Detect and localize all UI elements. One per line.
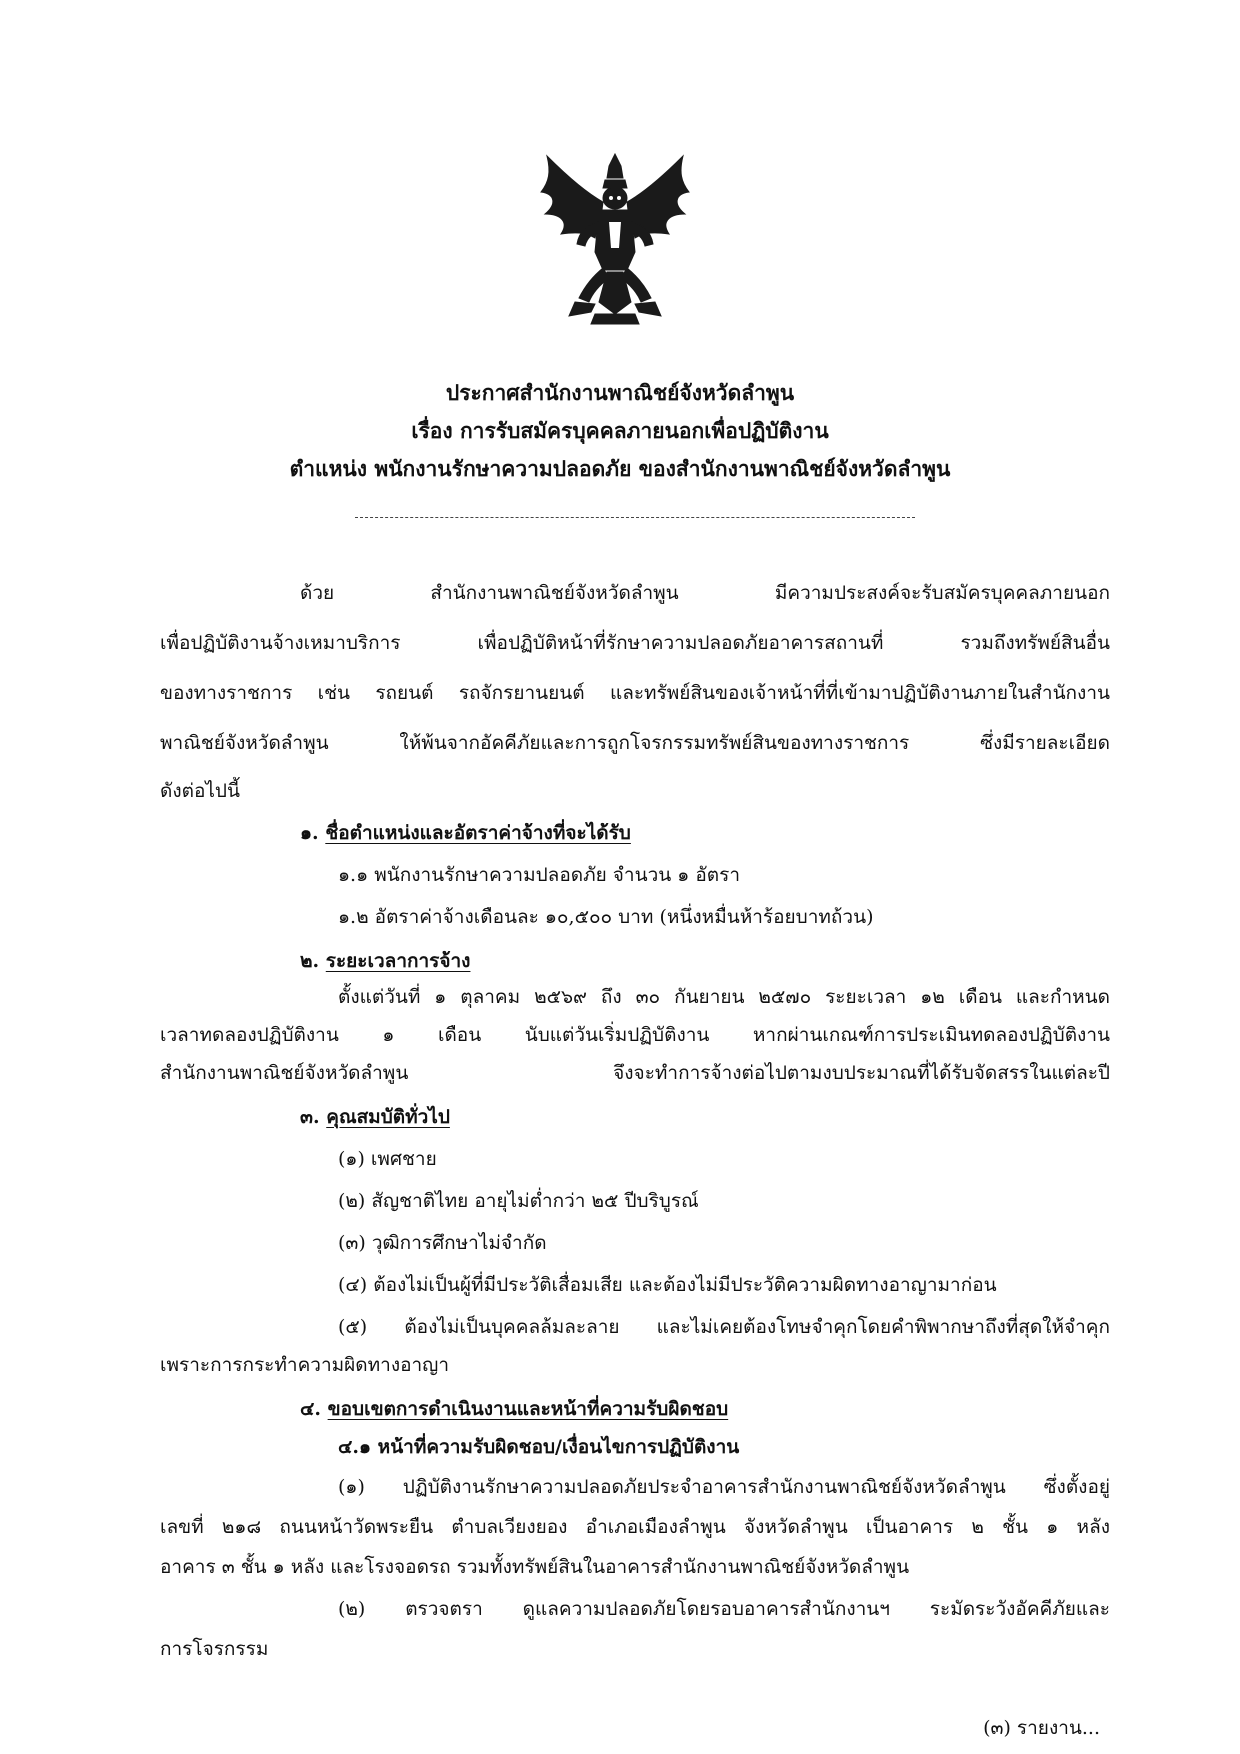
paragraph-line: สำนักงานพาณิชย์จังหวัดลำพูน จึงจะทำการจ้างต่อไปตามงบประมาณที่ได้รับจัดสรรในแต่ละปี [160,1062,1110,1084]
section-title: ระยะเวลาการจ้าง [325,950,471,972]
paragraph-line: ตั้งแต่วันที่ ๑ ตุลาคม ๒๕๖๙ ถึง ๓๐ กันยายน ๒๕๗๐ ระยะเวลา ๑๒ เดือน และกำหนด [338,986,1110,1008]
intro-line: พาณิชย์จังหวัดลำพูน ให้พ้นจากอัคคีภัยและการถูกโจรกรรมทรัพย์สินของทางราชการ ซึ่งมีรายละเอียด [160,732,1110,754]
section-1-heading [300,818,631,848]
page-continuation: (๓) รายงาน... [983,1717,1100,1739]
section-title: คุณสมบัติทั่วไป [326,1106,450,1128]
paragraph-line: เลขที่ ๒๑๘ ถนนหน้าวัดพระยืน ตำบลเวียงยอง อำเภอเมืองลำพูน จังหวัดลำพูน เป็นอาคาร ๒ ชั้น ๑ หลัง [160,1516,1110,1538]
section-3-heading [300,1102,450,1132]
paragraph-line: อาคาร ๓ ชั้น ๑ หลัง และโรงจอดรถ รวมทั้งทรัพย์สินในอาคารสำนักงานพาณิชย์จังหวัดลำพูน [160,1556,910,1578]
garuda-emblem-icon [535,152,695,327]
list-item: ๑.๒ อัตราค่าจ้างเดือนละ ๑๐,๕๐๐ บาท (หนึ่งหมื่นห้าร้อยบาทถ้วน) [338,906,874,928]
paragraph-line: เวลาทดลองปฏิบัติงาน ๑ เดือน นับแต่วันเริ่มปฏิบัติงาน หากผ่านเกณฑ์การประเมินทดลองปฏิบัติงาน [160,1024,1110,1046]
section-number: ๑. [300,822,319,844]
section-4-heading [300,1394,728,1424]
list-item: (๔) ต้องไม่เป็นผู้ที่มีประวัติเสื่อมเสีย และต้องไม่มีประวัติความผิดทางอาญามาก่อน [338,1274,997,1296]
intro-line: เพื่อปฏิบัติงานจ้างเหมาบริการ เพื่อปฏิบัติหน้าที่รักษาความปลอดภัยอาคารสถานที่ รวมถึงทรัพย์สินอื่น [160,632,1110,654]
section-title: ขอบเขตการดำเนินงานและหน้าที่ความรับผิดชอบ [327,1398,729,1420]
list-item-continuation: เพราะการกระทำความผิดทางอาญา [160,1354,450,1376]
section-number: ๔. [300,1398,321,1420]
section-number: ๒. [300,950,320,972]
announcement-subject: เรื่อง การรับสมัครบุคคลภายนอกเพื่อปฏิบัติงาน [411,418,829,443]
announcement-title: ประกาศสำนักงานพาณิชย์จังหวัดลำพูน [445,380,795,405]
section-title: ชื่อตำแหน่งและอัตราค่าจ้างที่จะได้รับ [325,822,631,844]
paragraph-line: (๒) ตรวจตรา ดูแลความปลอดภัยโดยรอบอาคารสำนักงานฯ ระมัดระวังอัคคีภัยและ [338,1598,1110,1620]
intro-line: ดังต่อไปนี้ [160,780,240,802]
paragraph-line: (๑) ปฏิบัติงานรักษาความปลอดภัยประจำอาคารสำนักงานพาณิชย์จังหวัดลำพูน ซึ่งตั้งอยู่ [338,1476,1110,1498]
section-2-heading [300,946,470,976]
list-item: (๕) ต้องไม่เป็นบุคคลล้มละลาย และไม่เคยต้องโทษจำคุกโดยคำพิพากษาถึงที่สุดให้จำคุก [338,1316,1110,1338]
list-item: (๒) สัญชาติไทย อายุไม่ต่ำกว่า ๒๕ ปีบริบูรณ์ [338,1190,699,1212]
paragraph-line: การโจรกรรม [160,1638,269,1660]
intro-line: ของทางราชการ เช่น รถยนต์ รถจักรยานยนต์ และทรัพย์สินของเจ้าหน้าที่ที่เข้ามาปฏิบัติงานภายในสำนักงาน [160,682,1110,704]
section-number: ๓. [300,1106,320,1128]
intro-line: ด้วย สำนักงานพาณิชย์จังหวัดลำพูน มีความประสงค์จะรับสมัครบุคคลภายนอก [300,582,1110,604]
subsection-title: ๔.๑ หน้าที่ความรับผิดชอบ/เงื่อนไขการปฏิบัติงาน [338,1436,740,1458]
list-item: ๑.๑ พนักงานรักษาความปลอดภัย จำนวน ๑ อัตรา [338,864,740,886]
list-item: (๓) วุฒิการศึกษาไม่จำกัด [338,1232,547,1254]
list-item: (๑) เพศชาย [338,1148,437,1170]
announcement-position: ตำแหน่ง พนักงานรักษาความปลอดภัย ของสำนักงานพาณิชย์จังหวัดลำพูน [289,456,951,481]
heading-divider [355,517,915,518]
